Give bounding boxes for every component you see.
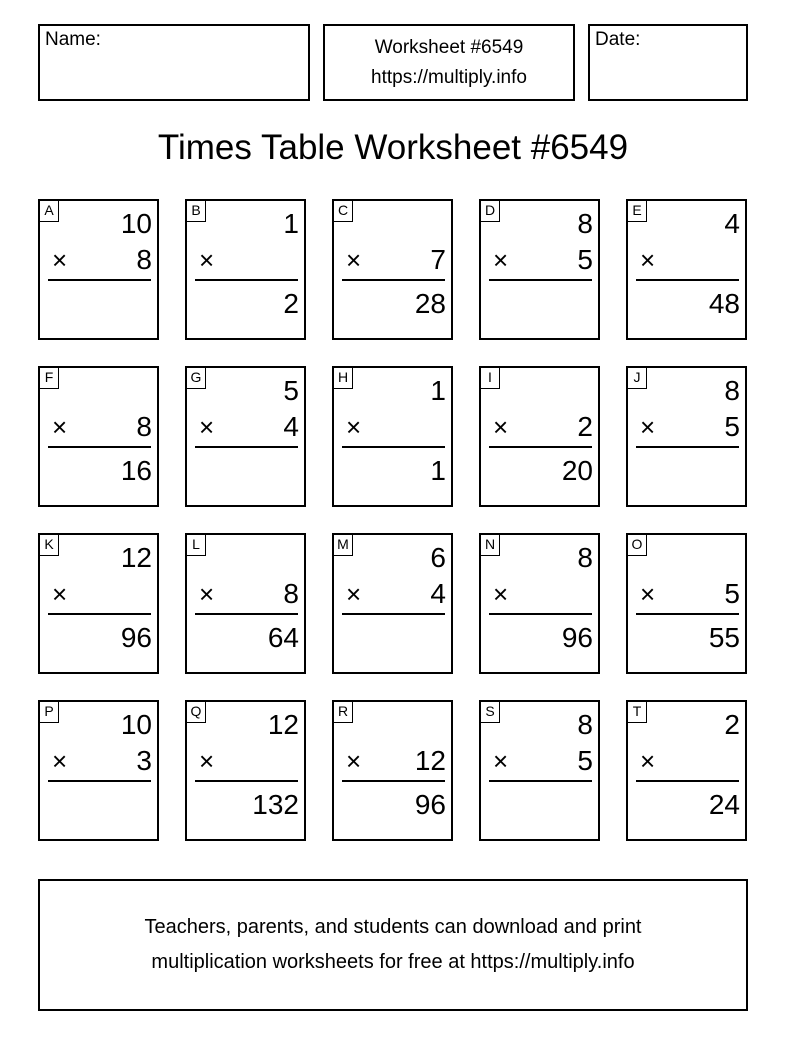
problem-label: D <box>481 201 500 222</box>
problem-label: I <box>481 368 500 389</box>
multiplier: 2 <box>577 411 593 442</box>
times-icon: × <box>346 412 362 442</box>
problem-label: Q <box>187 702 206 723</box>
problem-card-b <box>185 199 306 340</box>
answer-line <box>342 446 445 448</box>
multiplicand: 4 <box>724 208 740 239</box>
answer-line <box>342 780 445 782</box>
multiplicand: 10 <box>120 709 152 740</box>
multiplier: 4 <box>283 411 299 442</box>
problem-card-o <box>626 533 747 674</box>
problem-label: O <box>628 535 647 556</box>
times-icon: × <box>493 579 509 609</box>
answer-line <box>48 279 151 281</box>
answer-line <box>636 279 739 281</box>
problem-label: B <box>187 201 206 222</box>
date-label: Date: <box>595 29 641 50</box>
times-icon: × <box>493 245 509 275</box>
product: 55 <box>708 622 740 653</box>
problem-card-k <box>38 533 159 674</box>
multiplicand: 10 <box>120 208 152 239</box>
times-icon: × <box>640 579 656 609</box>
product: 1 <box>430 455 446 486</box>
multiplicand: 8 <box>577 208 593 239</box>
answer-line <box>195 780 298 782</box>
multiplier: 8 <box>136 244 152 275</box>
product: 96 <box>120 622 152 653</box>
problem-card-q <box>185 700 306 841</box>
product: 132 <box>252 789 299 820</box>
product: 28 <box>414 288 446 319</box>
problem-card-h <box>332 366 453 507</box>
answer-line <box>636 780 739 782</box>
problem-card-a <box>38 199 159 340</box>
problem-label: A <box>40 201 59 222</box>
multiplicand: 8 <box>577 542 593 573</box>
times-icon: × <box>52 579 68 609</box>
problem-card-s <box>479 700 600 841</box>
problem-card-g <box>185 366 306 507</box>
multiplicand: 1 <box>430 375 446 406</box>
answer-line <box>342 279 445 281</box>
multiplier: 5 <box>724 578 740 609</box>
product: 16 <box>120 455 152 486</box>
multiplicand: 1 <box>283 208 299 239</box>
multiplier: 3 <box>136 745 152 776</box>
multiplicand: 8 <box>724 375 740 406</box>
times-icon: × <box>346 579 362 609</box>
problem-label: F <box>40 368 59 389</box>
problem-card-m <box>332 533 453 674</box>
problem-card-d <box>479 199 600 340</box>
multiplier: 7 <box>430 244 446 275</box>
problem-label: C <box>334 201 353 222</box>
times-icon: × <box>52 245 68 275</box>
times-icon: × <box>640 245 656 275</box>
answer-line <box>48 613 151 615</box>
answer-line <box>489 446 592 448</box>
problem-card-j <box>626 366 747 507</box>
times-icon: × <box>199 579 215 609</box>
answer-line <box>636 613 739 615</box>
answer-line <box>195 279 298 281</box>
multiplicand: 5 <box>283 375 299 406</box>
times-icon: × <box>640 412 656 442</box>
product: 96 <box>414 789 446 820</box>
problem-label: S <box>481 702 500 723</box>
multiplier: 5 <box>577 745 593 776</box>
product: 64 <box>267 622 299 653</box>
problem-label: K <box>40 535 59 556</box>
times-icon: × <box>52 746 68 776</box>
problem-label: E <box>628 201 647 222</box>
multiplier: 8 <box>136 411 152 442</box>
times-icon: × <box>52 412 68 442</box>
times-icon: × <box>199 245 215 275</box>
multiplicand: 6 <box>430 542 446 573</box>
multiplicand: 8 <box>577 709 593 740</box>
answer-line <box>489 780 592 782</box>
times-icon: × <box>493 412 509 442</box>
problem-card-l <box>185 533 306 674</box>
answer-line <box>489 279 592 281</box>
multiplier: 8 <box>283 578 299 609</box>
problem-label: J <box>628 368 647 389</box>
times-icon: × <box>199 412 215 442</box>
answer-line <box>342 613 445 615</box>
multiplier: 4 <box>430 578 446 609</box>
problem-label: G <box>187 368 206 389</box>
problem-card-c <box>332 199 453 340</box>
multiplier: 5 <box>577 244 593 275</box>
worksheet-number: Worksheet #6549 <box>374 36 524 58</box>
problem-card-r <box>332 700 453 841</box>
problem-label: R <box>334 702 353 723</box>
footer-line-2: multiplication worksheets for free at https://multiply.info <box>151 951 635 973</box>
problem-card-n <box>479 533 600 674</box>
multiplicand: 12 <box>267 709 299 740</box>
worksheet-url: https://multiply.info <box>371 66 527 88</box>
problem-label: N <box>481 535 500 556</box>
answer-line <box>48 446 151 448</box>
problem-label: H <box>334 368 353 389</box>
product: 96 <box>561 622 593 653</box>
multiplicand: 12 <box>120 542 152 573</box>
times-icon: × <box>640 746 656 776</box>
answer-line <box>636 446 739 448</box>
footer-box <box>38 879 748 1011</box>
footer-line-1: Teachers, parents, and students can download and print <box>144 916 642 938</box>
times-icon: × <box>346 746 362 776</box>
answer-line <box>489 613 592 615</box>
times-icon: × <box>346 245 362 275</box>
product: 2 <box>283 288 299 319</box>
multiplier: 5 <box>724 411 740 442</box>
problem-card-f <box>38 366 159 507</box>
problem-label: P <box>40 702 59 723</box>
date-field[interactable] <box>588 24 748 101</box>
page-title: Times Table Worksheet #6549 <box>157 128 629 167</box>
times-icon: × <box>199 746 215 776</box>
product: 20 <box>561 455 593 486</box>
problem-label: L <box>187 535 206 556</box>
name-label: Name: <box>45 29 101 50</box>
product: 24 <box>708 789 740 820</box>
multiplier: 12 <box>414 745 446 776</box>
problem-label: M <box>334 535 353 556</box>
problem-card-e <box>626 199 747 340</box>
answer-line <box>195 446 298 448</box>
problem-card-p <box>38 700 159 841</box>
problem-card-t <box>626 700 747 841</box>
multiplicand: 2 <box>724 709 740 740</box>
answer-line <box>48 780 151 782</box>
worksheet-info-box <box>323 24 575 101</box>
product: 48 <box>708 288 740 319</box>
times-icon: × <box>493 746 509 776</box>
name-field[interactable] <box>38 24 310 101</box>
answer-line <box>195 613 298 615</box>
problem-card-i <box>479 366 600 507</box>
problem-label: T <box>628 702 647 723</box>
